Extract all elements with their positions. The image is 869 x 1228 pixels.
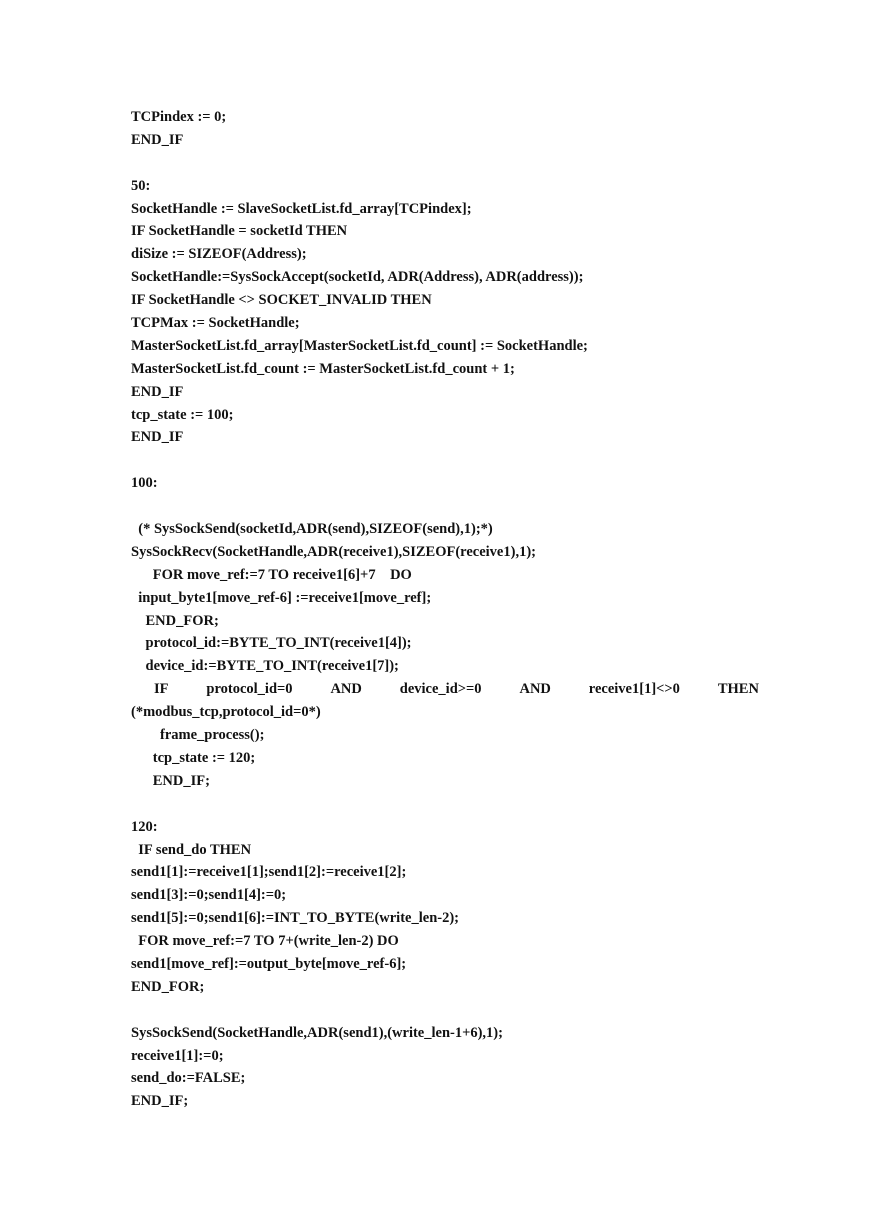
- code-line: [131, 793, 751, 816]
- code-line: TCPMax := SocketHandle;: [131, 315, 300, 332]
- code-line: tcp_state := 120;: [131, 749, 256, 766]
- code-line: FOR move_ref:=7 TO 7+(write_len-2) DO: [131, 933, 399, 950]
- code-line: IF send_do THEN: [131, 841, 252, 858]
- code-line: (*modbus_tcp,protocol_id=0*): [131, 704, 321, 721]
- code-line: 100:: [131, 475, 158, 492]
- code-line: IF SocketHandle <> SOCKET_INVALID THEN: [131, 292, 432, 309]
- code-line: END_FOR;: [131, 612, 219, 629]
- code-line: send1[1]:=receive1[1];send1[2]:=receive1[2];: [131, 864, 407, 881]
- code-word: AND: [330, 681, 362, 698]
- code-line: send_do:=FALSE;: [131, 1070, 246, 1087]
- code-word: protocol_id=0: [206, 681, 293, 698]
- code-line: END_IF: [131, 131, 184, 148]
- code-line: device_id:=BYTE_TO_INT(receive1[7]);: [131, 658, 399, 675]
- code-line: END_IF: [131, 429, 184, 446]
- code-word: device_id>=0: [399, 681, 482, 698]
- code-line: receive1[1]:=0;: [131, 1047, 224, 1064]
- code-line: SocketHandle:=SysSockAccept(socketId, ADR(Address), ADR(address));: [131, 269, 584, 286]
- code-line: protocol_id:=BYTE_TO_INT(receive1[4]);: [131, 635, 412, 652]
- code-word: THEN: [717, 681, 759, 698]
- code-line: send1[5]:=0;send1[6]:=INT_TO_BYTE(write_len-2);: [131, 910, 459, 927]
- code-line: input_byte1[move_ref-6] :=receive1[move_ref];: [131, 589, 432, 606]
- code-line: END_FOR;: [131, 978, 205, 995]
- code-line: diSize := SIZEOF(Address);: [131, 246, 307, 263]
- code-line: 120:: [131, 818, 158, 835]
- code-word: AND: [519, 681, 551, 698]
- code-line: send1[3]:=0;send1[4]:=0;: [131, 887, 287, 904]
- code-line: SysSockRecv(SocketHandle,ADR(receive1),SIZEOF(receive1),1);: [131, 543, 536, 560]
- code-line: SysSockSend(SocketHandle,ADR(send1),(write_len-1+6),1);: [131, 1024, 503, 1041]
- code-line: MasterSocketList.fd_array[MasterSocketList.fd_count] := SocketHandle;: [131, 337, 588, 354]
- code-line: [131, 449, 751, 472]
- code-line: SocketHandle := SlaveSocketList.fd_array[TCPindex];: [131, 200, 472, 217]
- code-line: FOR move_ref:=7 TO receive1[6]+7 DO: [131, 566, 412, 583]
- code-line: END_IF;: [131, 772, 210, 789]
- code-line: [131, 999, 751, 1022]
- code-listing: [131, 106, 759, 1113]
- code-line: END_IF: [131, 383, 184, 400]
- code-line: (* SysSockSend(socketId,ADR(send),SIZEOF(send),1);*): [131, 521, 493, 538]
- code-line: 50:: [131, 177, 151, 194]
- code-line: frame_process();: [131, 727, 265, 744]
- code-word: receive1[1]<>0: [588, 681, 680, 698]
- code-line: MasterSocketList.fd_count := MasterSocketList.fd_count + 1;: [131, 360, 515, 377]
- code-line: send1[move_ref]:=output_byte[move_ref-6];: [131, 955, 407, 972]
- code-line: tcp_state := 100;: [131, 406, 234, 423]
- code-line: [131, 152, 751, 175]
- justified-if-line: [131, 678, 759, 701]
- code-line: [131, 495, 751, 518]
- code-word: IF: [154, 681, 169, 698]
- code-line: TCPindex := 0;: [131, 109, 227, 125]
- code-line: END_IF;: [131, 1093, 189, 1110]
- code-line: IF SocketHandle = socketId THEN: [131, 223, 348, 240]
